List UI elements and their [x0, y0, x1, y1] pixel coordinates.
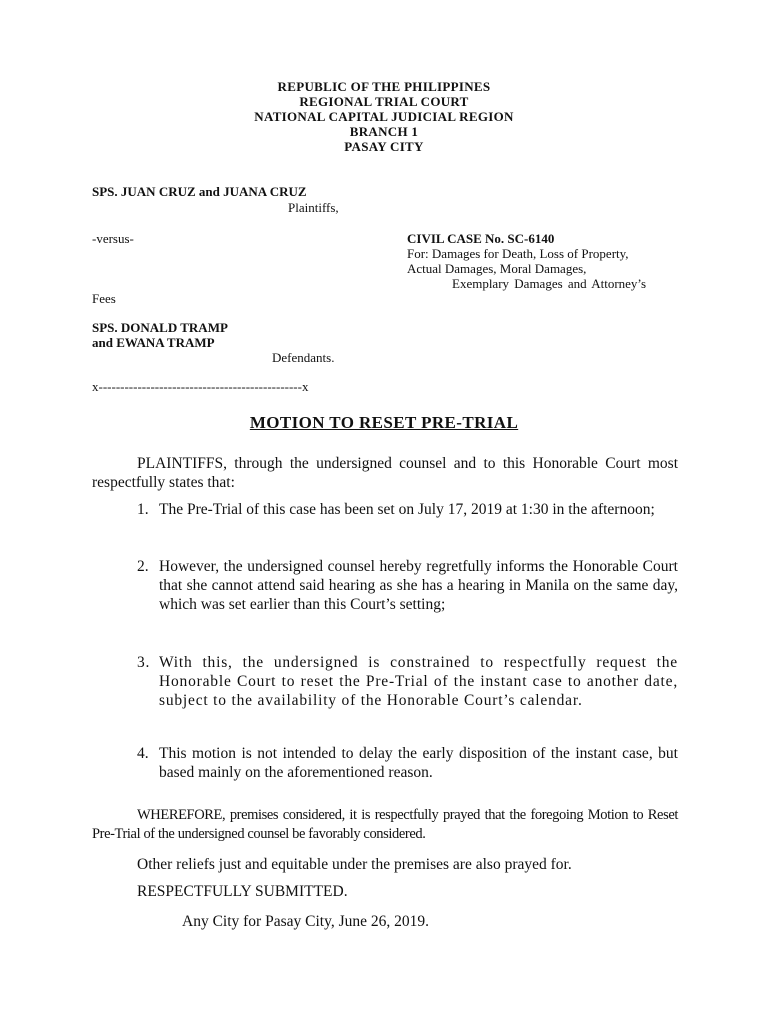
list-item [137, 500, 678, 540]
header-city: PASAY CITY [344, 139, 424, 154]
case-nature-line1: For: Damages for Death, Loss of Property, [407, 246, 629, 261]
list-item-number: 1. [137, 501, 149, 518]
defendants-line2: and EWANA TRAMP [92, 335, 215, 350]
list-item-number: 3. [137, 654, 151, 671]
defendants-label: Defendants. [272, 350, 335, 365]
list-item [137, 744, 678, 784]
case-number: CIVIL CASE No. SC-6140 [407, 231, 555, 246]
list-item-number: 2. [137, 558, 149, 575]
list-item [137, 653, 678, 731]
wherefore-paragraph: WHEREFORE, premises considered, it is respectfully prayed that the foregoing Motion to Reset Pre-Trial of the undersigned counsel be favorably considered. [92, 807, 678, 842]
list-item-text: However, the undersigned counsel hereby regretfully informs the Honorable Court that she cannot attend said hearing as she has a hearing in Manila on the same day, which was set earlier than this Court’s setting; [159, 558, 678, 613]
case-nature-line3: Exemplary Damages and Attorney’s [452, 276, 647, 291]
header-court: REGIONAL TRIAL COURT [299, 94, 469, 109]
other-reliefs: Other reliefs just and equitable under the premises are also prayed for. [137, 856, 572, 873]
plaintiffs-names: SPS. JUAN CRUZ and JUANA CRUZ [92, 184, 307, 199]
list-item [137, 557, 678, 635]
intro-paragraph: PLAINTIFFS, through the undersigned counsel and to this Honorable Court most respectfully states that: [92, 455, 678, 491]
header-region: NATIONAL CAPITAL JUDICIAL REGION [254, 109, 514, 124]
case-nature-line2: Actual Damages, Moral Damages, [407, 261, 587, 276]
caption-separator: x-----------------------------------------------x [92, 379, 309, 394]
list-item-text: With this, the undersigned is constrained to respectfully request the Honorable Court to reset the Pre-Trial of the instant case to another date, subject to the availability of the Honorable Court’s calendar. [159, 654, 678, 709]
case-nature-line4: Fees [92, 291, 116, 306]
place-and-date: Any City for Pasay City, June 26, 2019. [182, 913, 429, 930]
respectfully-submitted: RESPECTFULLY SUBMITTED. [137, 883, 348, 900]
versus-label: -versus- [92, 231, 134, 246]
defendants-line1: SPS. DONALD TRAMP [92, 320, 228, 335]
list-item-text: The Pre-Trial of this case has been set on July 17, 2019 at 1:30 in the afternoon; [159, 501, 655, 518]
document-title: MOTION TO RESET PRE-TRIAL [249, 413, 519, 432]
header-branch: BRANCH 1 [349, 124, 419, 139]
list-item-text: This motion is not intended to delay the early disposition of the instant case, but based mainly on the aforementioned reason. [159, 745, 678, 781]
header-republic: REPUBLIC OF THE PHILIPPINES [277, 79, 491, 94]
list-item-number: 4. [137, 745, 149, 762]
plaintiffs-label: Plaintiffs, [288, 200, 339, 215]
